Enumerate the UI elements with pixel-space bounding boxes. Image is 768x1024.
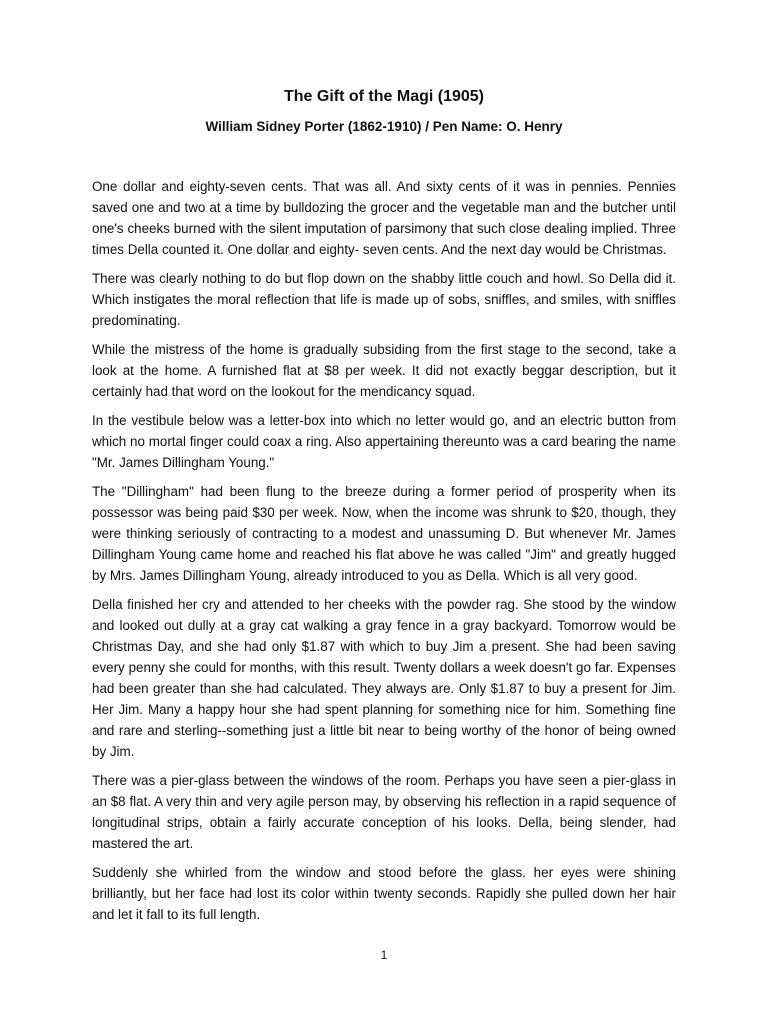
paragraph: There was a pier-glass between the windows of the room. Perhaps you have seen a pier-glass in an $8 flat. A very thin and very agile person may, by observing his reflection in a rapid sequence of longitudinal strips, obtain a fairly accurate conception of his looks. Della, being slender, had mastered the art. <box>92 773 676 851</box>
document-body <box>92 176 676 933</box>
paragraph: There was clearly nothing to do but flop down on the shabby little couch and howl. So Della did it. Which instigates the moral reflection that life is made up of sobs, sniffles, and smiles, with sniffles predominating. <box>92 271 676 328</box>
paragraph: Suddenly she whirled from the window and stood before the glass. her eyes were shining brilliantly, but her face had lost its color within twenty seconds. Rapidly she pulled down her hair and let it fall to its full length. <box>92 865 676 922</box>
paragraph: One dollar and eighty-seven cents. That was all. And sixty cents of it was in pennies. Pennies saved one and two at a time by bulldozing the grocer and the vegetable man and the butcher until one's cheeks burned with the silent imputation of parsimony that such close dealing implied. Three times Della counted it. One dollar and eighty- seven cents. And the next day would be Christmas. <box>92 179 676 257</box>
paragraph: The "Dillingham" had been flung to the breeze during a former period of prosperity when its possessor was being paid $30 per week. Now, when the income was shrunk to $20, though, they were thinking seriously of contracting to a modest and unassuming D. But whenever Mr. James Dillingham Young came home and reached his flat above he was called "Jim" and greatly hugged by Mrs. James Dillingham Young, already introduced to you as Della. Which is all very good. <box>92 484 676 583</box>
document-subtitle: William Sidney Porter (1862-1910) / Pen Name: O. Henry <box>205 119 563 134</box>
paragraph: Della finished her cry and attended to her cheeks with the powder rag. She stood by the window and looked out dully at a gray cat walking a gray fence in a gray backyard. Tomorrow would be Christmas Day, and she had only $1.87 with which to buy Jim a present. She had been saving every penny she could for months, with this result. Twenty dollars a week doesn't go far. Expenses had been greater than she had calculated. They always are. Only $1.87 to buy a present for Jim. Her Jim. Many a happy hour she had spent planning for something nice for him. Something fine and rare and sterling--something just a little bit near to being worthy of the honor of being owned by Jim. <box>92 597 676 759</box>
paragraph: While the mistress of the home is gradually subsiding from the first stage to the second, take a look at the home. A furnished flat at $8 per week. It did not exactly beggar description, but it certainly had that word on the lookout for the mendicancy squad. <box>92 342 676 399</box>
paragraph: In the vestibule below was a letter-box into which no letter would go, and an electric button from which no mortal finger could coax a ring. Also appertaining thereunto was a card bearing the name "Mr. James Dillingham Young." <box>92 413 676 470</box>
document-title: The Gift of the Magi (1905) <box>283 88 484 105</box>
page-number: 1 <box>380 948 388 962</box>
